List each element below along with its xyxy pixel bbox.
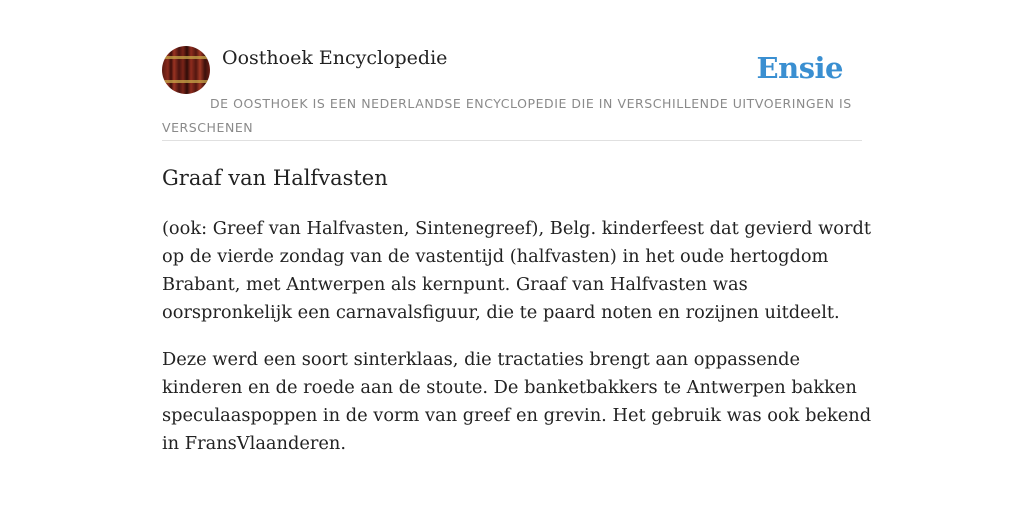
article-paragraph: Deze werd een soort sinterklaas, die tractaties brengt aan oppassende kinderen en de roede aan de stoute. De banketbakkers te Antwerpen bakken speculaaspoppen in de vorm van greef en grevin. Het gebruik was ook bekend in FransVlaanderen.: [162, 349, 872, 454]
site-name[interactable]: Oosthoek Encyclopedie: [222, 47, 448, 69]
article-paragraph: (ook: Greef van Halfvasten, Sintenegreef), Belg. kinderfeest dat gevierd wordt op de vierde zondag van de vastentijd (halfvasten) in het oude hertogdom Brabant, met Antwerpen als kernpunt. Graaf van Halfvasten was oorspronkelijk een carnavalsfiguur, die te paard noten en rozijnen uitdeelt.: [162, 218, 872, 323]
site-tagline: DE OOSTHOEK IS EEN NEDERLANDSE ENCYCLOPEDIE DIE IN VERSCHILLENDE UITVOERINGEN IS VERSCHENEN: [162, 96, 852, 135]
ensie-logo-link[interactable]: Ensie: [756, 51, 843, 85]
article-title: Graaf van Halfvasten: [162, 166, 388, 190]
encyclopedia-books-avatar[interactable]: [162, 46, 210, 94]
site-header: [162, 46, 862, 141]
book-spine-band: [162, 56, 210, 59]
article: [162, 162, 872, 458]
book-spine-band: [162, 80, 210, 83]
